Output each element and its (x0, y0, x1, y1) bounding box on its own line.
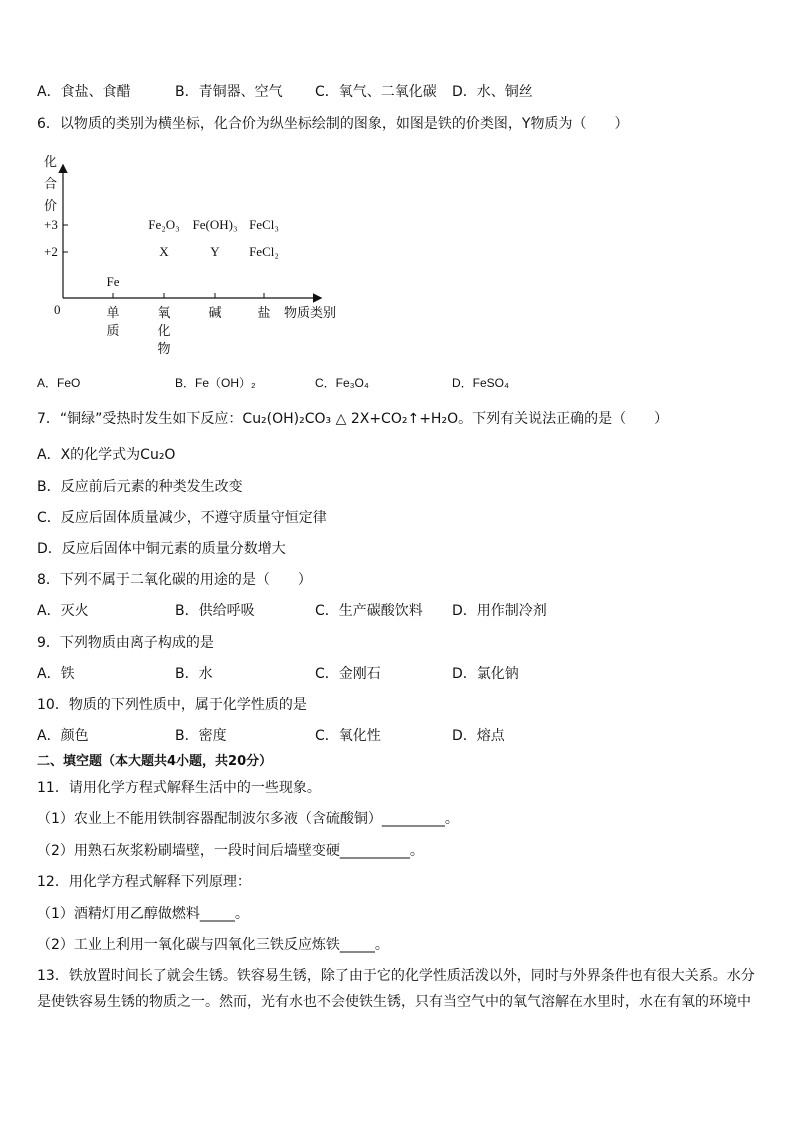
q9-option-a: A．铁 (37, 666, 75, 682)
y-axis-label: 化合价 (44, 155, 58, 214)
y-tick-plus3: +3 (44, 217, 58, 232)
q12-part-2: （2）工业上利用一氧化碳与四氧化三铁反应炼铁_____。 (37, 937, 389, 953)
x-tick-label: 单质 (106, 306, 120, 339)
x-tick-label: 氧化物 (157, 306, 171, 357)
q11-part-1: （1）农业上不能用铁制容器配制波尔多液（含硫酸铜）_________。 (37, 811, 459, 827)
q9-option-d: D．氯化钠 (452, 666, 519, 682)
q10-option-b: B．密度 (175, 728, 227, 744)
q10-options (37, 726, 757, 746)
section-heading: 二、填空题（本大题共4小题，共20分） (37, 754, 273, 769)
q8-option-c: C．生产碳酸饮料 (315, 603, 423, 619)
chart-point-label: Fe(OH)₃ (192, 217, 238, 232)
q8-option-b: B．供给呼吸 (175, 603, 255, 619)
chart-point-label: X (159, 244, 169, 259)
q9-stem: 9．下列物质由离子构成的是 (37, 635, 214, 651)
y-tick-plus2: +2 (44, 244, 58, 259)
q5-option-c: C．氧气、二氧化碳 (315, 84, 437, 100)
q5-options (37, 82, 757, 102)
q10-stem: 10．物质的下列性质中，属于化学性质的是 (37, 697, 307, 713)
q7-stem: 7．“铜绿”受热时发生如下反应：Cu₂(OH)₂CO₃ △ 2X+CO₂↑+H₂O。下列有关说法正确的是（ ） (37, 411, 669, 427)
q6-option-b: B．Fe（OH）₂ (175, 376, 256, 390)
q9-option-c: C．金刚石 (315, 666, 381, 682)
q6-option-d: D．FeSO₄ (452, 376, 509, 390)
q6-options (37, 373, 757, 393)
q9-options (37, 664, 757, 684)
chart-point-label: Fe₂O₃ (148, 217, 180, 232)
x-tick-label: 盐 (257, 306, 271, 321)
q11-stem: 11．请用化学方程式解释生活中的一些现象。 (37, 780, 321, 796)
x-tick-label: 碱 (208, 306, 222, 321)
q5-option-a: A．食盐、食醋 (37, 84, 131, 100)
q8-stem: 8．下列不属于二氧化碳的用途的是（ ） (37, 572, 312, 588)
q5-option-b: B．青铜器、空气 (175, 84, 283, 100)
chart-point-label: FeCl₂ (249, 244, 279, 259)
chart-point-label: Y (210, 244, 220, 259)
q9-option-b: B．水 (175, 666, 213, 682)
origin-label: 0 (54, 302, 61, 317)
q8-option-a: A．灭火 (37, 603, 89, 619)
q10-option-c: C．氧化性 (315, 728, 381, 744)
q11-part-2: （2）用熟石灰浆粉刷墙壁，一段时间后墙壁变硬__________。 (37, 843, 424, 859)
q10-option-a: A．颜色 (37, 728, 89, 744)
x-axis-label: 物质类别 (284, 306, 337, 321)
q6-option-a: A．FeO (37, 376, 81, 390)
q7-option-a: A．X的化学式为Cu₂O (37, 447, 176, 463)
q7-option-d: D．反应后固体中铜元素的质量分数增大 (37, 541, 286, 557)
q6-stem: 6．以物质的类别为横坐标，化合价为纵坐标绘制的图象，如图是铁的价类图，Y物质为（ ） (37, 116, 629, 132)
q7-option-c: C．反应后固体质量减少，不遵守质量守恒定律 (37, 510, 327, 526)
q13-paragraph: 13．铁放置时间长了就会生锈。铁容易生锈，除了由于它的化学性质活泼以外，同时与外界条件也有很大关系。水分是使铁容易生锈的物质之一。然而，光有水也不会使铁生锈，只有当空气中的氧气溶解在水里时，水在有氧的环境中 (37, 968, 755, 1010)
q6-option-c: C．Fe₃O₄ (315, 376, 369, 390)
q10-option-d: D．熔点 (452, 728, 505, 744)
q7-option-b: B．反应前后元素的种类发生改变 (37, 479, 243, 495)
q12-part-1: （1）酒精灯用乙醇做燃料_____。 (37, 906, 249, 922)
chart-point-label: Fe (106, 274, 120, 289)
iron-valence-chart (30, 148, 370, 368)
chart-point-label: FeCl₃ (249, 217, 279, 232)
q8-option-d: D．用作制冷剂 (452, 603, 547, 619)
q8-options (37, 601, 757, 621)
q12-stem: 12．用化学方程式解释下列原理： (37, 874, 251, 890)
q5-option-d: D．水、铜丝 (452, 84, 533, 100)
